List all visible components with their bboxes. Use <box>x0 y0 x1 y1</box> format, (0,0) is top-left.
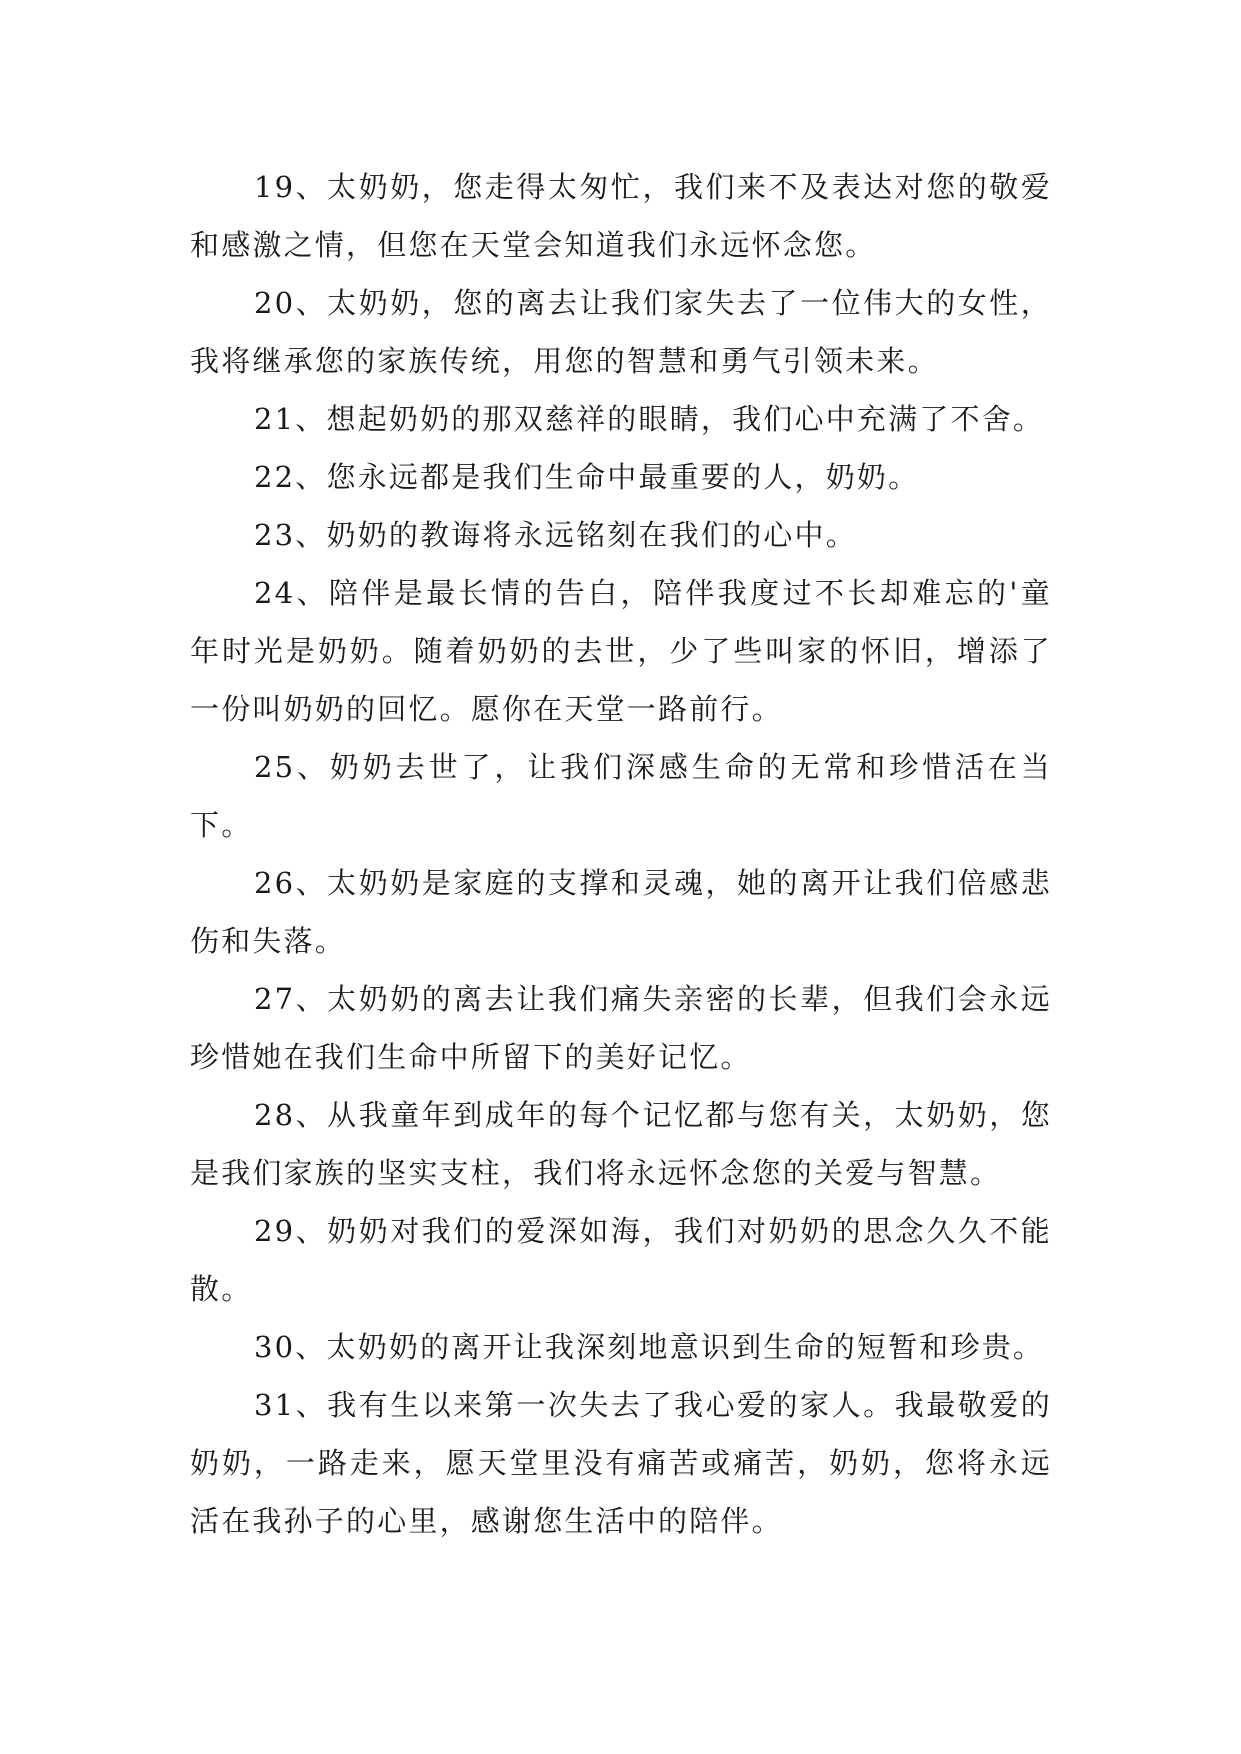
paragraph-21: 21、想起奶奶的那双慈祥的眼睛，我们心中充满了不舍。 <box>254 402 1045 436</box>
paragraph-20: 20、太奶奶，您的离去让我们家失去了一位伟大的女性，我将继承您的家族传统，用您的智慧和勇气引领未来。 <box>190 286 1052 378</box>
paragraph-25: 25、奶奶去世了，让我们深感生命的无常和珍惜活在当下。 <box>190 750 1052 842</box>
document-body <box>190 158 1052 1550</box>
paragraph-29: 29、奶奶对我们的爱深如海，我们对奶奶的思念久久不能散。 <box>190 1214 1052 1306</box>
paragraph-26: 26、太奶奶是家庭的支撑和灵魂，她的离开让我们倍感悲伤和失落。 <box>190 866 1052 958</box>
paragraph-30: 30、太奶奶的离开让我深刻地意识到生命的短暂和珍贵。 <box>254 1330 1045 1364</box>
paragraph-19: 19、太奶奶，您走得太匆忙，我们来不及表达对您的敬爱和感激之情，但您在天堂会知道我们永远怀念您。 <box>190 170 1052 262</box>
paragraph-24: 24、陪伴是最长情的告白，陪伴我度过不长却难忘的'童年时光是奶奶。随着奶奶的去世，少了些叫家的怀旧，增添了一份叫奶奶的回忆。愿你在天堂一路前行。 <box>190 576 1052 726</box>
paragraph-23: 23、奶奶的教诲将永远铭刻在我们的心中。 <box>254 518 857 552</box>
paragraph-27: 27、太奶奶的离去让我们痛失亲密的长辈，但我们会永远珍惜她在我们生命中所留下的美好记忆。 <box>190 982 1052 1074</box>
paragraph-22: 22、您永远都是我们生命中最重要的人，奶奶。 <box>254 460 920 494</box>
paragraph-28: 28、从我童年到成年的每个记忆都与您有关，太奶奶，您是我们家族的坚实支柱，我们将永远怀念您的关爱与智慧。 <box>190 1098 1052 1190</box>
paragraph-31: 31、我有生以来第一次失去了我心爱的家人。我最敬爱的奶奶，一路走来，愿天堂里没有痛苦或痛苦，奶奶，您将永远活在我孙子的心里，感谢您生活中的陪伴。 <box>190 1388 1052 1538</box>
